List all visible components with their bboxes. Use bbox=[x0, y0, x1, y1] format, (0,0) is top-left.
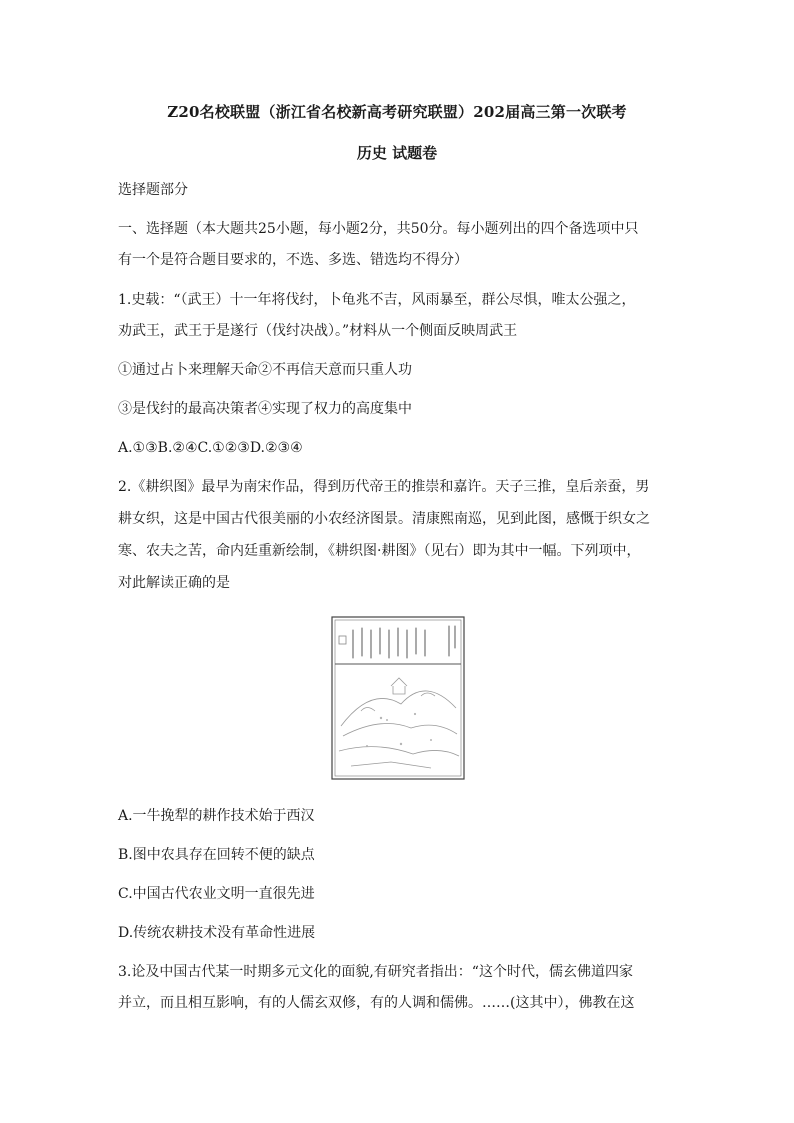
q2-option-d: D.传统农耕技术没有革命性进展 bbox=[118, 925, 316, 941]
q2-stem-line-2: 耕女织，这是中国古代很美丽的小农经济图景。清康熙南巡，见到此图，感慨于织女之 bbox=[118, 511, 650, 527]
q2-option-b: B.图中农具存在回转不便的缺点 bbox=[118, 847, 315, 863]
q2-stem-line-1: 2.《耕织图》最早为南宋作品，得到历代帝王的推崇和嘉许。天子三推，皇后亲蚕，男 bbox=[118, 479, 650, 495]
q1-stem-line-1: 1.史载：“（武王）十一年将伐纣，卜龟兆不吉，风雨暴至，群公尽惧，唯太公强之， bbox=[118, 292, 636, 308]
q2-option-a: A.一牛挽犁的耕作技术始于西汉 bbox=[118, 808, 315, 824]
q1-stem-line-2: 劝武王，武王于是遂行（伐纣决战）。”材料从一个侧面反映周武王 bbox=[118, 323, 518, 339]
q2-stem-line-4: 对此解读正确的是 bbox=[118, 575, 230, 591]
q1-statements-line-1: ①通过占卜来理解天命②不再信天意而只重人功 bbox=[118, 362, 412, 378]
section-label: 选择题部分 bbox=[118, 182, 188, 198]
q2-option-c: C.中国古代农业文明一直很先进 bbox=[118, 886, 315, 902]
q3-stem-line-2: 并立，而且相互影响，有的人儒玄双修，有的人调和儒佛。……(这其中），佛教在这 bbox=[118, 995, 635, 1011]
section-instructions-line-2: 有一个是符合题目要求的，不选、多选、错选均不得分） bbox=[118, 252, 468, 268]
exam-title: Z20名校联盟（浙江省名校新高考研究联盟）202届高三第一次联考 bbox=[167, 103, 627, 121]
q1-options: A.①③B.②④C.①②③D.②③④ bbox=[118, 440, 303, 456]
gengzhi-tu-illustration bbox=[331, 616, 465, 780]
q3-stem-line-1: 3.论及中国古代某一时期多元文化的面貌,有研究者指出：“这个时代，儒玄佛道四家 bbox=[118, 964, 633, 980]
section-instructions-line-1: 一、选择题（本大题共25小题，每小题2分，共50分。每小题列出的四个备选项中只 bbox=[118, 221, 639, 237]
q2-stem-line-3: 寒、农夫之苦，命内廷重新绘制，《耕织图·耕图》（见右）即为其中一幅。下列项中， bbox=[118, 543, 641, 559]
exam-subtitle: 历史 试题卷 bbox=[356, 144, 438, 162]
q1-statements-line-2: ③是伐纣的最高决策者④实现了权力的高度集中 bbox=[118, 401, 412, 417]
